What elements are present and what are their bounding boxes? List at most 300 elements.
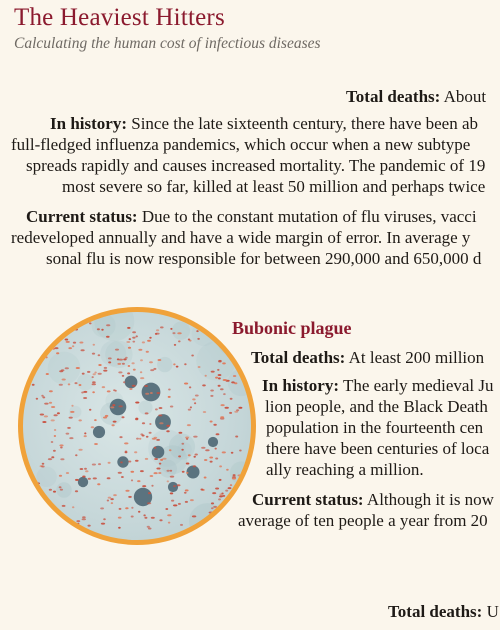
micrograph-speck (70, 411, 74, 413)
micrograph-speck (127, 372, 130, 374)
micrograph-speck (138, 511, 140, 513)
micrograph-speck (132, 385, 136, 387)
micrograph-speck (81, 349, 85, 351)
micrograph-speck (72, 506, 74, 508)
micrograph-speck (119, 508, 122, 510)
micrograph-speck (51, 341, 54, 343)
micrograph-speck (118, 405, 122, 407)
micrograph-speck (220, 416, 224, 418)
micrograph-speck (39, 495, 42, 497)
micrograph-speck (232, 494, 235, 496)
micrograph-speck (51, 406, 55, 408)
micrograph-speck (211, 502, 214, 504)
micrograph-cell (78, 477, 88, 487)
micrograph-speck (132, 362, 135, 364)
micrograph-speck (186, 472, 188, 474)
micrograph-speck (46, 499, 49, 501)
micrograph-speck (94, 419, 97, 421)
micrograph-mottle (192, 322, 216, 346)
micrograph-speck (170, 476, 174, 478)
micrograph-mottle (189, 503, 226, 540)
micrograph-speck (142, 435, 145, 437)
micrograph-speck (75, 479, 79, 481)
micrograph-speck (69, 417, 73, 419)
micrograph-speck (54, 414, 58, 416)
micrograph-speck (93, 344, 95, 346)
micrograph-speck (61, 335, 64, 337)
micrograph-speck (225, 515, 228, 517)
micrograph-speck (41, 395, 43, 397)
micrograph-speck (170, 492, 173, 494)
micrograph-speck (187, 424, 191, 426)
micrograph-speck (149, 432, 152, 434)
micrograph-speck (133, 369, 136, 371)
micrograph-speck (186, 463, 190, 465)
micrograph-speck (230, 514, 233, 516)
micrograph-speck (89, 322, 92, 324)
micrograph-speck (150, 475, 154, 477)
micrograph-speck (60, 489, 63, 491)
micrograph-speck (155, 408, 158, 410)
micrograph-speck (159, 463, 161, 465)
micrograph-speck (179, 432, 183, 434)
micrograph-speck (126, 341, 130, 343)
micrograph-speck (69, 437, 73, 439)
micrograph-speck (174, 344, 176, 346)
micrograph-speck (123, 381, 125, 383)
micrograph-speck (84, 435, 87, 437)
micrograph-speck (216, 433, 220, 435)
micrograph-speck (68, 383, 71, 385)
micrograph-speck (222, 362, 226, 364)
page-subtitle: Calculating the human cost of infectious diseases (14, 35, 321, 52)
micrograph-speck (131, 516, 134, 518)
micrograph-speck (128, 365, 131, 367)
micrograph-speck (197, 338, 200, 340)
micrograph-speck (226, 469, 229, 471)
micrograph-speck (81, 392, 84, 394)
micrograph-speck (108, 462, 111, 464)
micrograph-speck (65, 339, 69, 341)
micrograph-speck (151, 517, 155, 519)
micrograph-speck (68, 347, 72, 349)
micrograph-speck (169, 449, 172, 451)
micrograph-speck (147, 340, 151, 342)
micrograph-speck (88, 525, 91, 527)
micrograph-speck (218, 374, 222, 376)
micrograph-speck (66, 433, 70, 435)
micrograph-speck (156, 468, 160, 470)
micrograph-speck (209, 457, 213, 459)
micrograph-speck (124, 442, 128, 444)
micrograph-speck (49, 402, 52, 404)
micrograph-mottle (196, 341, 235, 380)
micrograph-speck (210, 390, 214, 392)
micrograph-speck (59, 444, 63, 446)
micrograph-speck (53, 450, 56, 452)
micrograph-speck (65, 367, 69, 369)
micrograph-speck (154, 458, 158, 460)
next-total-label: Total deaths: (388, 602, 483, 621)
micrograph-speck (121, 476, 124, 478)
micrograph-speck (122, 375, 125, 377)
flu-total-text: About (443, 87, 487, 106)
micrograph-speck (118, 472, 122, 474)
micrograph-speck (76, 520, 80, 522)
micrograph-speck (195, 528, 199, 530)
flu-history-label: In history: (50, 114, 127, 133)
flu-total-label: Total deaths: (346, 87, 441, 106)
micrograph-speck (82, 516, 86, 518)
plague-total-deaths (251, 347, 484, 368)
micrograph-speck (107, 477, 111, 479)
micrograph-speck (188, 322, 192, 324)
micrograph-speck (100, 507, 104, 509)
micrograph-speck (88, 478, 91, 480)
micrograph-speck (149, 337, 151, 339)
micrograph-speck (230, 484, 232, 486)
micrograph-speck (103, 417, 107, 419)
micrograph-speck (168, 522, 170, 524)
micrograph-speck (47, 503, 51, 505)
micrograph-speck (66, 341, 70, 343)
micrograph-speck (45, 356, 47, 358)
micrograph-speck (54, 435, 56, 437)
micrograph-speck (106, 324, 110, 326)
micrograph-speck (190, 406, 192, 408)
micrograph-speck (204, 477, 207, 479)
micrograph-speck (220, 388, 224, 390)
micrograph-speck (87, 371, 90, 373)
micrograph-speck (107, 500, 109, 502)
micrograph-speck (144, 385, 148, 387)
micrograph-speck (168, 396, 171, 398)
micrograph-speck (147, 502, 151, 504)
micrograph-speck (219, 479, 222, 481)
plague-history-line-1 (262, 375, 494, 396)
micrograph-speck (210, 395, 213, 397)
micrograph-speck (189, 340, 191, 342)
plague-status-line-1 (252, 489, 494, 510)
micrograph-speck (119, 359, 123, 361)
micrograph-speck (215, 488, 219, 490)
micrograph-speck (204, 459, 207, 461)
micrograph-speck (146, 351, 149, 353)
micrograph-speck (233, 474, 236, 476)
micrograph-speck (197, 525, 201, 527)
micrograph-speck (145, 412, 149, 414)
micrograph-speck (167, 470, 170, 472)
micrograph-speck (159, 407, 163, 409)
micrograph-speck (98, 354, 101, 356)
micrograph-speck (201, 447, 205, 449)
micrograph-speck (102, 386, 105, 388)
micrograph-speck (44, 349, 46, 351)
micrograph-speck (185, 437, 189, 439)
flu-status-line-3: sonal flu is now responsible for between 290,000 and 650,000 d (46, 249, 482, 268)
micrograph-speck (202, 384, 206, 386)
plague-history-line-3: population in the fourteenth cen (266, 418, 484, 437)
micrograph-speck (191, 355, 194, 357)
micrograph-speck (215, 377, 218, 379)
micrograph-speck (166, 430, 169, 432)
micrograph-speck (198, 366, 201, 368)
micrograph-speck (60, 458, 64, 460)
micrograph-speck (212, 492, 216, 494)
micrograph-speck (180, 524, 183, 526)
micrograph-speck (194, 456, 196, 458)
micrograph-speck (143, 514, 145, 516)
plague-status-line-2: average of ten people a year from 20 (238, 511, 488, 530)
plague-history-line-4: there have been centuries of loca (266, 439, 490, 458)
micrograph-speck (103, 370, 107, 372)
micrograph-speck (225, 490, 228, 492)
flu-history-line-4: most severe so far, killed at least 50 million and perhaps twice (62, 177, 486, 196)
micrograph-speck (184, 492, 187, 494)
micrograph-speck (125, 490, 129, 492)
micrograph-speck (44, 403, 48, 405)
micrograph-speck (85, 470, 88, 472)
micrograph-speck (41, 352, 45, 354)
micrograph-speck (177, 484, 181, 486)
micrograph-speck (82, 476, 85, 478)
micrograph-speck (132, 331, 136, 333)
micrograph-speck (36, 398, 38, 400)
micrograph-speck (211, 371, 215, 373)
micrograph-speck (53, 491, 56, 493)
micrograph-speck (131, 479, 133, 481)
micrograph-speck (170, 470, 173, 472)
micrograph-speck (75, 329, 78, 331)
micrograph-speck (230, 398, 233, 400)
micrograph-speck (149, 361, 153, 363)
micrograph-speck (213, 322, 216, 324)
micrograph-speck (184, 383, 188, 385)
micrograph-speck (62, 379, 66, 381)
micrograph-speck (51, 456, 54, 458)
flu-total-deaths (346, 86, 486, 107)
micrograph-speck (118, 371, 122, 373)
micrograph-speck (82, 373, 85, 375)
micrograph-speck (229, 412, 232, 414)
micrograph-speck (48, 458, 52, 460)
micrograph-speck (148, 528, 152, 530)
micrograph-speck (135, 402, 139, 404)
micrograph-speck (75, 490, 78, 492)
micrograph-speck (213, 424, 216, 426)
micrograph-speck (125, 507, 128, 509)
micrograph-speck (75, 382, 78, 384)
micrograph-speck (72, 345, 74, 347)
micrograph-speck (98, 364, 101, 366)
micrograph-speck (92, 383, 96, 385)
micrograph-speck (225, 501, 227, 503)
micrograph-speck (67, 427, 71, 429)
micrograph-speck (193, 436, 197, 438)
micrograph-speck (40, 414, 44, 416)
micrograph-speck (37, 482, 40, 484)
micrograph-speck (219, 465, 222, 467)
micrograph-cell (152, 446, 165, 459)
micrograph-speck (63, 333, 65, 335)
micrograph-speck (152, 438, 156, 440)
micrograph-speck (98, 463, 101, 465)
micrograph-speck (54, 335, 57, 337)
micrograph-speck (185, 501, 188, 503)
micrograph-speck (158, 472, 161, 474)
micrograph-speck (38, 512, 42, 514)
micrograph-speck (36, 330, 40, 332)
micrograph-speck (139, 438, 141, 440)
micrograph-speck (94, 372, 96, 374)
micrograph-speck (118, 517, 122, 519)
micrograph-speck (235, 436, 238, 438)
micrograph-speck (128, 461, 131, 463)
micrograph-speck (170, 328, 172, 330)
micrograph-mottle (23, 515, 44, 538)
micrograph-speck (46, 373, 49, 375)
micrograph-speck (154, 472, 158, 474)
micrograph-speck (219, 495, 223, 497)
micrograph-speck (210, 461, 213, 463)
plague-total-text: At least 200 million (348, 348, 485, 367)
plague-heading: Bubonic plague (232, 318, 352, 338)
micrograph-speck (92, 464, 96, 466)
micrograph-speck (97, 328, 100, 330)
micrograph-speck (215, 448, 217, 450)
micrograph-speck (232, 478, 236, 480)
micrograph-speck (80, 468, 84, 470)
micrograph-speck (178, 503, 181, 505)
micrograph-speck (73, 342, 76, 344)
micrograph-speck (194, 402, 196, 404)
micrograph-speck (97, 483, 100, 485)
micrograph-art (23, 312, 251, 540)
micrograph-speck (59, 486, 62, 488)
micrograph-speck (120, 461, 123, 463)
flu-status-label: Current status: (26, 207, 138, 226)
micrograph-speck (34, 525, 37, 527)
micrograph-speck (56, 352, 59, 354)
micrograph-speck (156, 439, 160, 441)
micrograph-speck (106, 336, 110, 338)
micrograph-speck (173, 332, 176, 334)
micrograph-speck (43, 353, 47, 355)
micrograph-speck (210, 325, 213, 327)
micrograph-speck (219, 519, 222, 521)
micrograph-speck (129, 338, 131, 340)
micrograph-speck (236, 409, 239, 411)
micrograph-speck (127, 327, 130, 329)
micrograph-speck (218, 385, 221, 387)
micrograph-speck (108, 497, 111, 499)
micrograph-speck (115, 349, 119, 351)
micrograph-speck (89, 409, 91, 411)
micrograph-speck (195, 395, 199, 397)
micrograph-speck (59, 475, 62, 477)
micrograph-speck (125, 451, 128, 453)
micrograph-speck (101, 523, 105, 525)
micrograph-speck (145, 458, 148, 460)
micrograph-speck (101, 329, 103, 331)
micrograph-speck (145, 393, 149, 395)
plague-history-line-2: lion people, and the Black Death (265, 397, 488, 416)
micrograph-speck (41, 466, 45, 468)
micrograph-speck (35, 339, 38, 341)
micrograph-speck (228, 487, 232, 489)
micrograph-speck (32, 384, 35, 386)
micrograph-speck (94, 443, 98, 445)
micrograph-speck (173, 363, 175, 365)
micrograph-speck (133, 341, 136, 343)
micrograph-speck (188, 454, 191, 456)
micrograph-speck (218, 360, 221, 362)
micrograph-speck (140, 377, 144, 379)
micrograph-speck (92, 391, 95, 393)
micrograph-speck (42, 396, 45, 398)
micrograph-speck (98, 373, 102, 375)
micrograph-speck (36, 485, 40, 487)
micrograph-cell (93, 426, 105, 438)
micrograph-cell (117, 456, 128, 467)
micrograph-speck (111, 502, 113, 504)
micrograph-mottle (56, 482, 71, 497)
micrograph-speck (167, 514, 171, 516)
micrograph-speck (176, 366, 179, 368)
micrograph-speck (231, 452, 234, 454)
micrograph-speck (136, 438, 139, 440)
micrograph-speck (159, 519, 162, 521)
micrograph-speck (129, 388, 132, 390)
micrograph-speck (218, 498, 221, 500)
micrograph-speck (140, 470, 144, 472)
next-total-deaths (388, 601, 499, 622)
micrograph-speck (189, 386, 191, 388)
micrograph-speck (201, 489, 204, 491)
micrograph-speck (51, 419, 55, 421)
micrograph-speck (184, 363, 186, 365)
micrograph-speck (217, 369, 219, 371)
micrograph-speck (76, 367, 80, 369)
micrograph-speck (215, 458, 218, 460)
micrograph-speck (142, 422, 145, 424)
micrograph-speck (158, 414, 162, 416)
micrograph-speck (112, 424, 115, 426)
micrograph-speck (75, 454, 77, 456)
micrograph-speck (213, 506, 217, 508)
micrograph-speck (48, 342, 52, 344)
micrograph-speck (36, 344, 38, 346)
micrograph-speck (230, 353, 233, 355)
micrograph-speck (178, 455, 181, 457)
flu-history-text-1: Since the late sixteenth century, there have been ab (131, 114, 479, 133)
micrograph-speck (57, 412, 60, 414)
flu-history-line-3: spreads rapidly and causes increased mortality. The pandemic of 19 (26, 156, 486, 175)
micrograph-speck (125, 357, 128, 359)
micrograph-speck (170, 406, 173, 408)
micrograph-speck (140, 371, 142, 373)
micrograph-speck (223, 393, 226, 395)
micrograph-speck (34, 502, 38, 504)
plague-history-text-1: The early medieval Ju (342, 376, 494, 395)
plague-history-line-5: ally reaching a million. (266, 460, 424, 479)
micrograph-speck (224, 350, 228, 352)
micrograph-speck (132, 337, 135, 339)
micrograph-speck (79, 449, 83, 451)
micrograph-speck (211, 507, 214, 509)
micrograph-speck (49, 489, 52, 491)
micrograph-speck (234, 342, 237, 344)
